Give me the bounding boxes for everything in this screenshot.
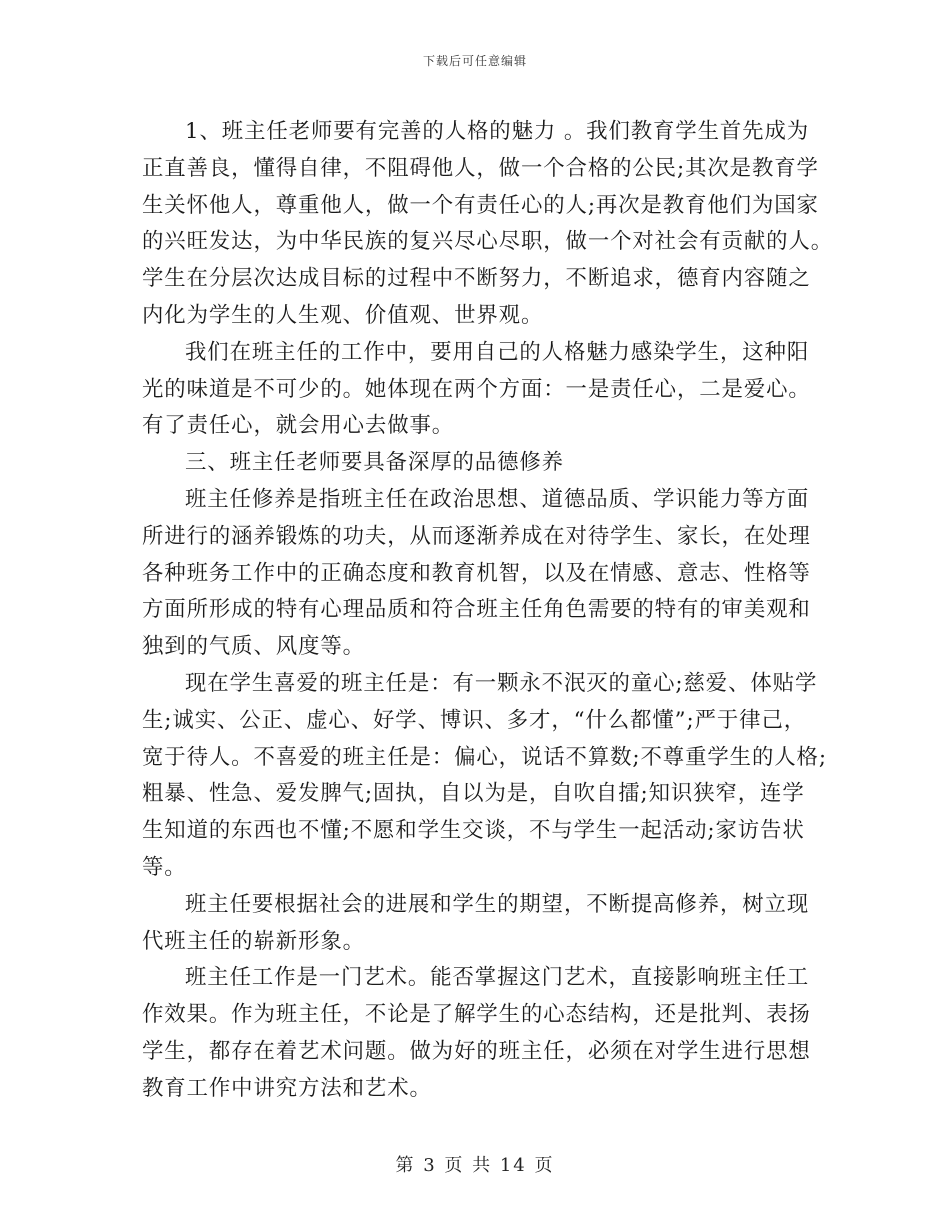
text-line: 学生在分层次达成目标的过程中不断努力，不断追求，德育内容随之 [142, 266, 811, 292]
paragraph [142, 482, 814, 666]
text-line: 1、班主任老师要有完善的人格的魅力 。我们教育学生首先成为 [185, 119, 810, 144]
text-line: 教育工作中讲究方法和艺术。 [142, 1075, 432, 1101]
paragraph [142, 666, 827, 887]
text-line: 班主任要根据社会的进展和学生的期望，不断提高修养，树立现 [185, 891, 810, 917]
paragraph [142, 335, 814, 445]
text-line: 方面所形成的特有心理品质和符合班主任角色需要的特有的审美观和 [142, 597, 811, 623]
text-line: 我们在班主任的工作中，要用自己的人格魅力感染学生，这种阳 [185, 339, 810, 365]
text-line: 内化为学生的人生观、价值观、世界观。 [142, 302, 544, 328]
text-line: 光的味道是不可少的。她体现在两个方面：一是责任心，二是爱心。 [142, 376, 811, 402]
paragraph [142, 887, 814, 961]
text-line: 生关怀他人，尊重他人，做一个有责任心的人;再次是教育他们为国家 [142, 192, 819, 218]
text-line: 宽于待人。不喜爱的班主任是：偏心，说话不算数;不尊重学生的人格; [142, 744, 827, 770]
text-line: 的兴旺发达，为中华民族的复兴尽心尽职，做一个对社会有贡献的人。 [142, 229, 834, 255]
text-line: 独到的气质、风度等。 [142, 634, 365, 660]
text-line: 所进行的涵养锻炼的功夫，从而逐渐养成在对待学生、家长，在处理 [142, 523, 811, 549]
text-line: 生;诚实、公正、虚心、好学、博识、多才，“什么都懂”;严于律己， [142, 707, 807, 733]
text-line: 班主任工作是一门艺术。能否掌握这门艺术，直接影响班主任工 [185, 965, 810, 991]
text-line: 学生，都存在着艺术问题。做为好的班主任，必须在对学生进行思想 [142, 1038, 811, 1064]
section-heading [142, 445, 814, 482]
text-line: 作效果。作为班主任，不论是了解学生的心态结构，还是批判、表扬 [142, 1002, 811, 1028]
text-line: 班主任修养是指班主任在政治思想、道德品质、学识能力等方面 [185, 486, 810, 512]
paragraph [142, 114, 834, 335]
text-line: 生知道的东西也不懂;不愿和学生交谈，不与学生一起活动;家访告状 [142, 818, 805, 844]
document-body [142, 114, 834, 1108]
heading-line: 三、班主任老师要具备深厚的品德修养 [185, 450, 564, 476]
text-line: 正直善良，懂得自律，不阻碍他人，做一个合格的公民;其次是教育学 [142, 155, 819, 181]
page-header: 下载后可任意编辑 [422, 54, 527, 68]
text-line: 现在学生喜爱的班主任是：有一颗永不泯灭的童心;慈爱、体贴学 [185, 670, 818, 696]
paragraph [142, 960, 814, 1107]
text-line: 等。 [142, 854, 187, 880]
text-line: 有了责任心，就会用心去做事。 [142, 413, 455, 439]
page-number-footer: 第 3 页 共 14 页 [395, 1155, 555, 1176]
text-line: 粗暴、性急、爱发脾气;固执，自以为是，自吹自擂;知识狭窄，连学 [142, 781, 805, 807]
text-line: 代班主任的崭新形象。 [142, 928, 365, 954]
text-line: 各种班务工作中的正确态度和教育机智，以及在情感、意志、性格等 [142, 560, 811, 586]
